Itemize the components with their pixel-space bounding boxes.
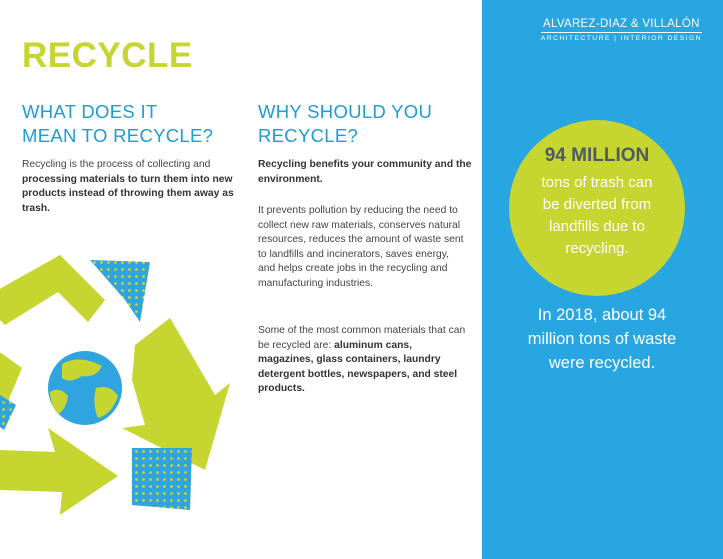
why-lead: Recycling benefits your community and the environment. (258, 159, 472, 185)
logo-subtitle: ARCHITECTURE | INTERIOR DESIGN (540, 35, 702, 42)
company-logo (541, 18, 702, 42)
materials-paragraph (258, 324, 468, 397)
logo-name: ALVAREZ-DIAZ & VILLALÓN (541, 18, 702, 33)
stat-description (519, 172, 675, 260)
why-heading-line1: WHY SHOULD YOU (258, 101, 433, 122)
what-heading (22, 100, 242, 148)
what-text-plain: Recycling is the process of collecting and (22, 159, 211, 170)
what-heading-line1: WHAT DOES IT (22, 101, 158, 122)
what-paragraph (22, 158, 237, 216)
fact-text (497, 303, 707, 375)
stat-value: 94 MILLION (544, 145, 650, 166)
recycle-arrows-globe-icon (0, 250, 250, 559)
stat-line-2: be diverted from (542, 196, 652, 213)
why-heading (258, 100, 478, 148)
page-title: RECYCLE (22, 36, 193, 75)
materials-intro: Some of the most common materials that can be recycled are: (258, 325, 466, 351)
what-text-bold: processing materials to turn them into new products instead of throwing them away as trash. (22, 173, 234, 214)
materials-list: aluminum cans, magazines, glass containers, laundry detergent bottles, newspapers, and steel products. (258, 339, 458, 394)
what-heading-line2: MEAN TO RECYCLE? (22, 125, 214, 146)
fact-line-3: were recycled. (548, 354, 656, 372)
stat-line-4: recycling. (565, 240, 629, 257)
stat-line-3: landfills due to (549, 218, 645, 235)
why-paragraph: It prevents pollution by reducing the need to collect new raw materials, conserves natural resources, reduces the amount of waste sent to landfills and incinerators, saves energy, and helps create jobs in the recycling and manufacturing industries. (258, 205, 464, 289)
fact-line-2: million tons of waste (527, 330, 677, 348)
fact-line-1: In 2018, about 94 (537, 306, 667, 324)
stat-line-1: tons of trash can (541, 174, 653, 191)
why-heading-line2: RECYCLE? (258, 125, 359, 146)
